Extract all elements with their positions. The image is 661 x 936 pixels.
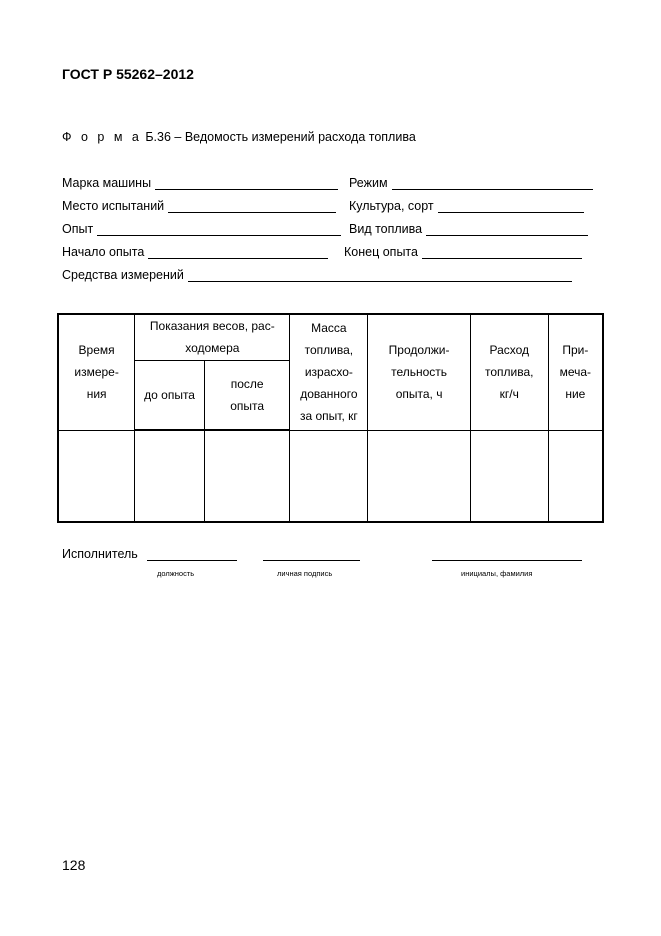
executor-label: Исполнитель xyxy=(62,547,138,561)
field-crop-variety xyxy=(349,199,584,213)
blank-line xyxy=(155,177,338,190)
form-label: Ф о р м а xyxy=(62,130,142,144)
field-mode xyxy=(349,176,593,190)
field-label: Место испытаний xyxy=(62,199,165,213)
cell-duration xyxy=(368,430,471,522)
initials-line xyxy=(432,560,582,561)
field-label: Марка машины xyxy=(62,176,152,190)
field-end xyxy=(344,245,582,259)
header-scale-readings: Показания весов, рас- ходомера xyxy=(135,314,290,360)
blank-line xyxy=(422,246,582,259)
position-caption: должность xyxy=(157,569,195,578)
measurement-table xyxy=(57,313,604,523)
field-label: Средства измерений xyxy=(62,268,184,282)
field-label: Конец опыта xyxy=(344,245,418,259)
field-fuel-type xyxy=(349,222,588,236)
header-note: При- меча- ние xyxy=(548,314,603,430)
blank-line xyxy=(392,177,593,190)
header-duration: Продолжи- тельность опыта, ч xyxy=(368,314,471,430)
field-machine-brand xyxy=(62,176,338,190)
header-time: Время измере- ния xyxy=(58,314,135,430)
cell-after xyxy=(204,430,290,522)
blank-line xyxy=(168,200,336,213)
field-start xyxy=(62,245,328,259)
position-line xyxy=(147,560,237,561)
blank-line xyxy=(97,223,341,236)
field-test-place xyxy=(62,199,336,213)
form-title-text: Б.36 – Ведомость измерений расхода топлива xyxy=(145,130,416,144)
cell-mass xyxy=(290,430,368,522)
field-instruments xyxy=(62,268,572,282)
cell-note xyxy=(548,430,603,522)
blank-line xyxy=(148,246,328,259)
form-title xyxy=(62,130,416,144)
cell-rate xyxy=(470,430,548,522)
header-fuel-mass: Масса топлива, израсхо- дованного за опыт, кг xyxy=(290,314,368,430)
initials-caption: инициалы, фамилия xyxy=(461,569,533,578)
signature-line xyxy=(263,560,360,561)
header-after: после опыта xyxy=(204,360,290,430)
header-before: до опыта xyxy=(135,360,205,430)
cell-before xyxy=(135,430,205,522)
table-row xyxy=(58,430,603,522)
document-standard-header: ГОСТ Р 55262–2012 xyxy=(62,66,194,82)
page-number: 128 xyxy=(62,857,86,873)
blank-line xyxy=(438,200,584,213)
signature-caption: личная подпись xyxy=(277,569,333,578)
field-experiment xyxy=(62,222,341,236)
blank-line xyxy=(188,269,572,282)
field-label: Культура, сорт xyxy=(349,199,434,213)
header-fuel-rate: Расход топлива, кг/ч xyxy=(470,314,548,430)
blank-line xyxy=(426,223,588,236)
field-label: Начало опыта xyxy=(62,245,145,259)
cell-time xyxy=(58,430,135,522)
field-label: Опыт xyxy=(62,222,94,236)
field-label: Режим xyxy=(349,176,388,190)
field-label: Вид топлива xyxy=(349,222,423,236)
